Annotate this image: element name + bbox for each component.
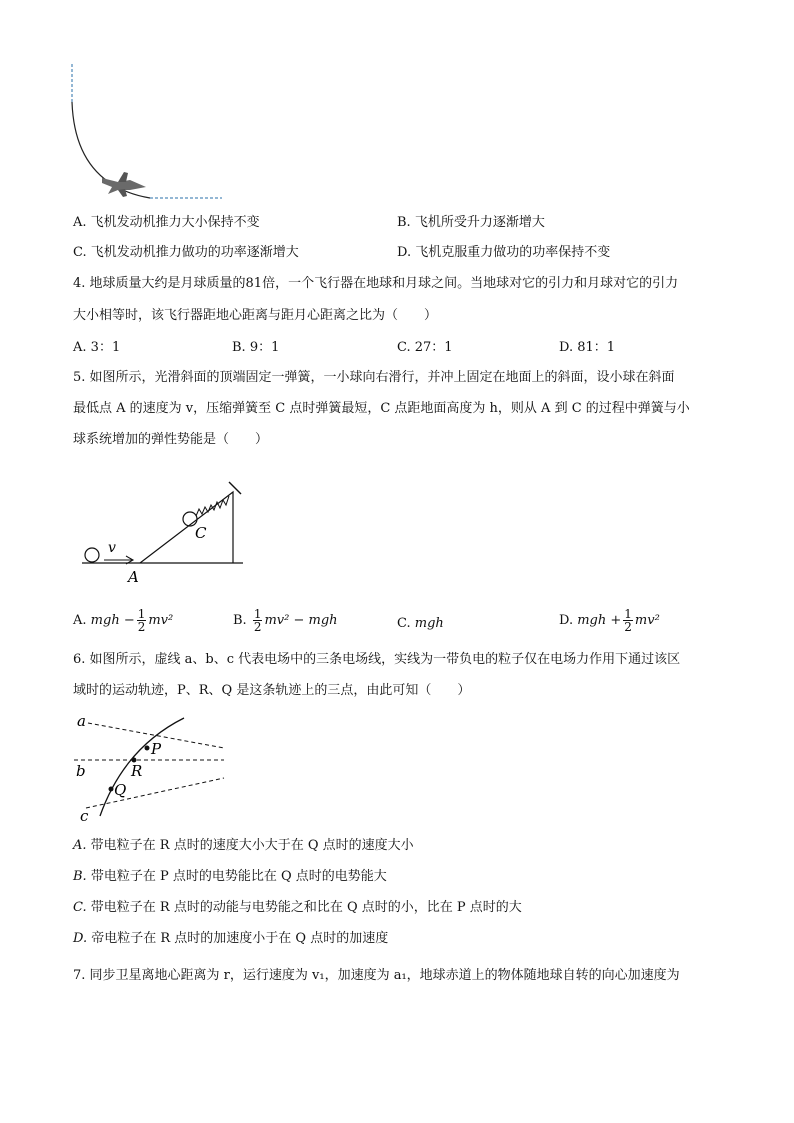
incline-spring-figure <box>78 470 253 588</box>
q6-option-a[interactable]: A. 带电粒子在 R 点时的速度大小大于在 Q 点时的速度大小 <box>73 838 414 853</box>
q5-stem-line3: 球系统增加的弹性势能是（ ） <box>73 432 269 447</box>
q4-option-d[interactable]: D. 81：1 <box>559 340 616 355</box>
point-q <box>109 787 114 792</box>
q7-stem-line1: 7. 同步卫星离地心距离为 r，运行速度为 v₁，加速度为 a₁，地球赤道上的物体随地球自转的向心加速度为 <box>73 968 680 983</box>
label-r: R <box>131 762 143 780</box>
q5-stem-line1: 5. 如图所示，光滑斜面的顶端固定一弹簧，一小球向右滑行，并冲上固定在地面上的斜面，设小球在斜面 <box>73 370 675 385</box>
electric-field-figure <box>74 708 234 826</box>
label-b: b <box>76 762 86 780</box>
label-p: P <box>151 740 162 758</box>
label-c: C <box>195 524 207 542</box>
fighter-jet-icon <box>102 172 146 197</box>
q5-option-d[interactable]: D. mgh + $\frac{1}{2}$ mv² <box>559 607 660 634</box>
q3-option-a[interactable]: A. 飞机发动机推力大小保持不变 <box>73 215 260 230</box>
label-v: v <box>108 540 116 556</box>
airplane-trajectory-figure <box>60 60 230 208</box>
field-line-c <box>86 778 224 808</box>
q4-option-a[interactable]: A. 3：1 <box>73 340 121 355</box>
label-a: a <box>77 712 86 730</box>
q5-option-c[interactable]: C. mgh <box>397 616 444 631</box>
q5-option-b[interactable]: B. $\frac{1}{2}$ mv² − mgh <box>233 607 338 634</box>
q6-option-c[interactable]: C. 带电粒子在 R 点时的动能与电势能之和比在 Q 点时的小，比在 P 点时的大 <box>73 900 522 915</box>
q4-stem-line1: 4. 地球质量大约是月球质量的81倍，一个飞行器在地球和月球之间。当地球对它的引力和月球对它的引力 <box>73 276 679 291</box>
q6-option-d[interactable]: D. 帝电粒子在 R 点时的加速度小于在 Q 点时的加速度 <box>73 931 389 946</box>
incline <box>140 492 233 563</box>
label-c: c <box>80 807 89 825</box>
q6-stem-line2: 域时的运动轨迹，P、R、Q 是这条轨迹上的三点，由此可知（ ） <box>73 683 471 698</box>
label-q: Q <box>114 781 127 799</box>
label-a: A <box>128 568 139 586</box>
q3-option-c[interactable]: C. 飞机发动机推力做功的功率逐渐增大 <box>73 245 299 260</box>
wall-plate <box>229 482 241 494</box>
point-p <box>145 746 150 751</box>
q6-stem-line1: 6. 如图所示，虚线 a、b、c 代表电场中的三条电场线，实线为一带负电的粒子仅在电场力作用下通过该区 <box>73 652 681 667</box>
q5-stem-line2: 最低点 A 的速度为 v，压缩弹簧至 C 点时弹簧最短，C 点距地面高度为 h，则从 A 到 C 的过程中弹簧与小 <box>73 401 690 416</box>
q3-option-b[interactable]: B. 飞机所受升力逐渐增大 <box>397 215 545 230</box>
q6-option-b[interactable]: B. 带电粒子在 P 点时的电势能比在 Q 点时的电势能大 <box>73 869 387 884</box>
q4-option-b[interactable]: B. 9：1 <box>232 340 280 355</box>
q3-option-d[interactable]: D. 飞机克服重力做功的功率保持不变 <box>397 245 611 260</box>
ball-start <box>85 548 99 562</box>
q5-option-a[interactable]: A. mgh − $\frac{1}{2}$ mv² <box>73 607 174 634</box>
q4-option-c[interactable]: C. 27：1 <box>397 340 453 355</box>
q4-stem-line2: 大小相等时，该飞行器距地心距离与距月心距离之比为（ ） <box>73 308 438 323</box>
